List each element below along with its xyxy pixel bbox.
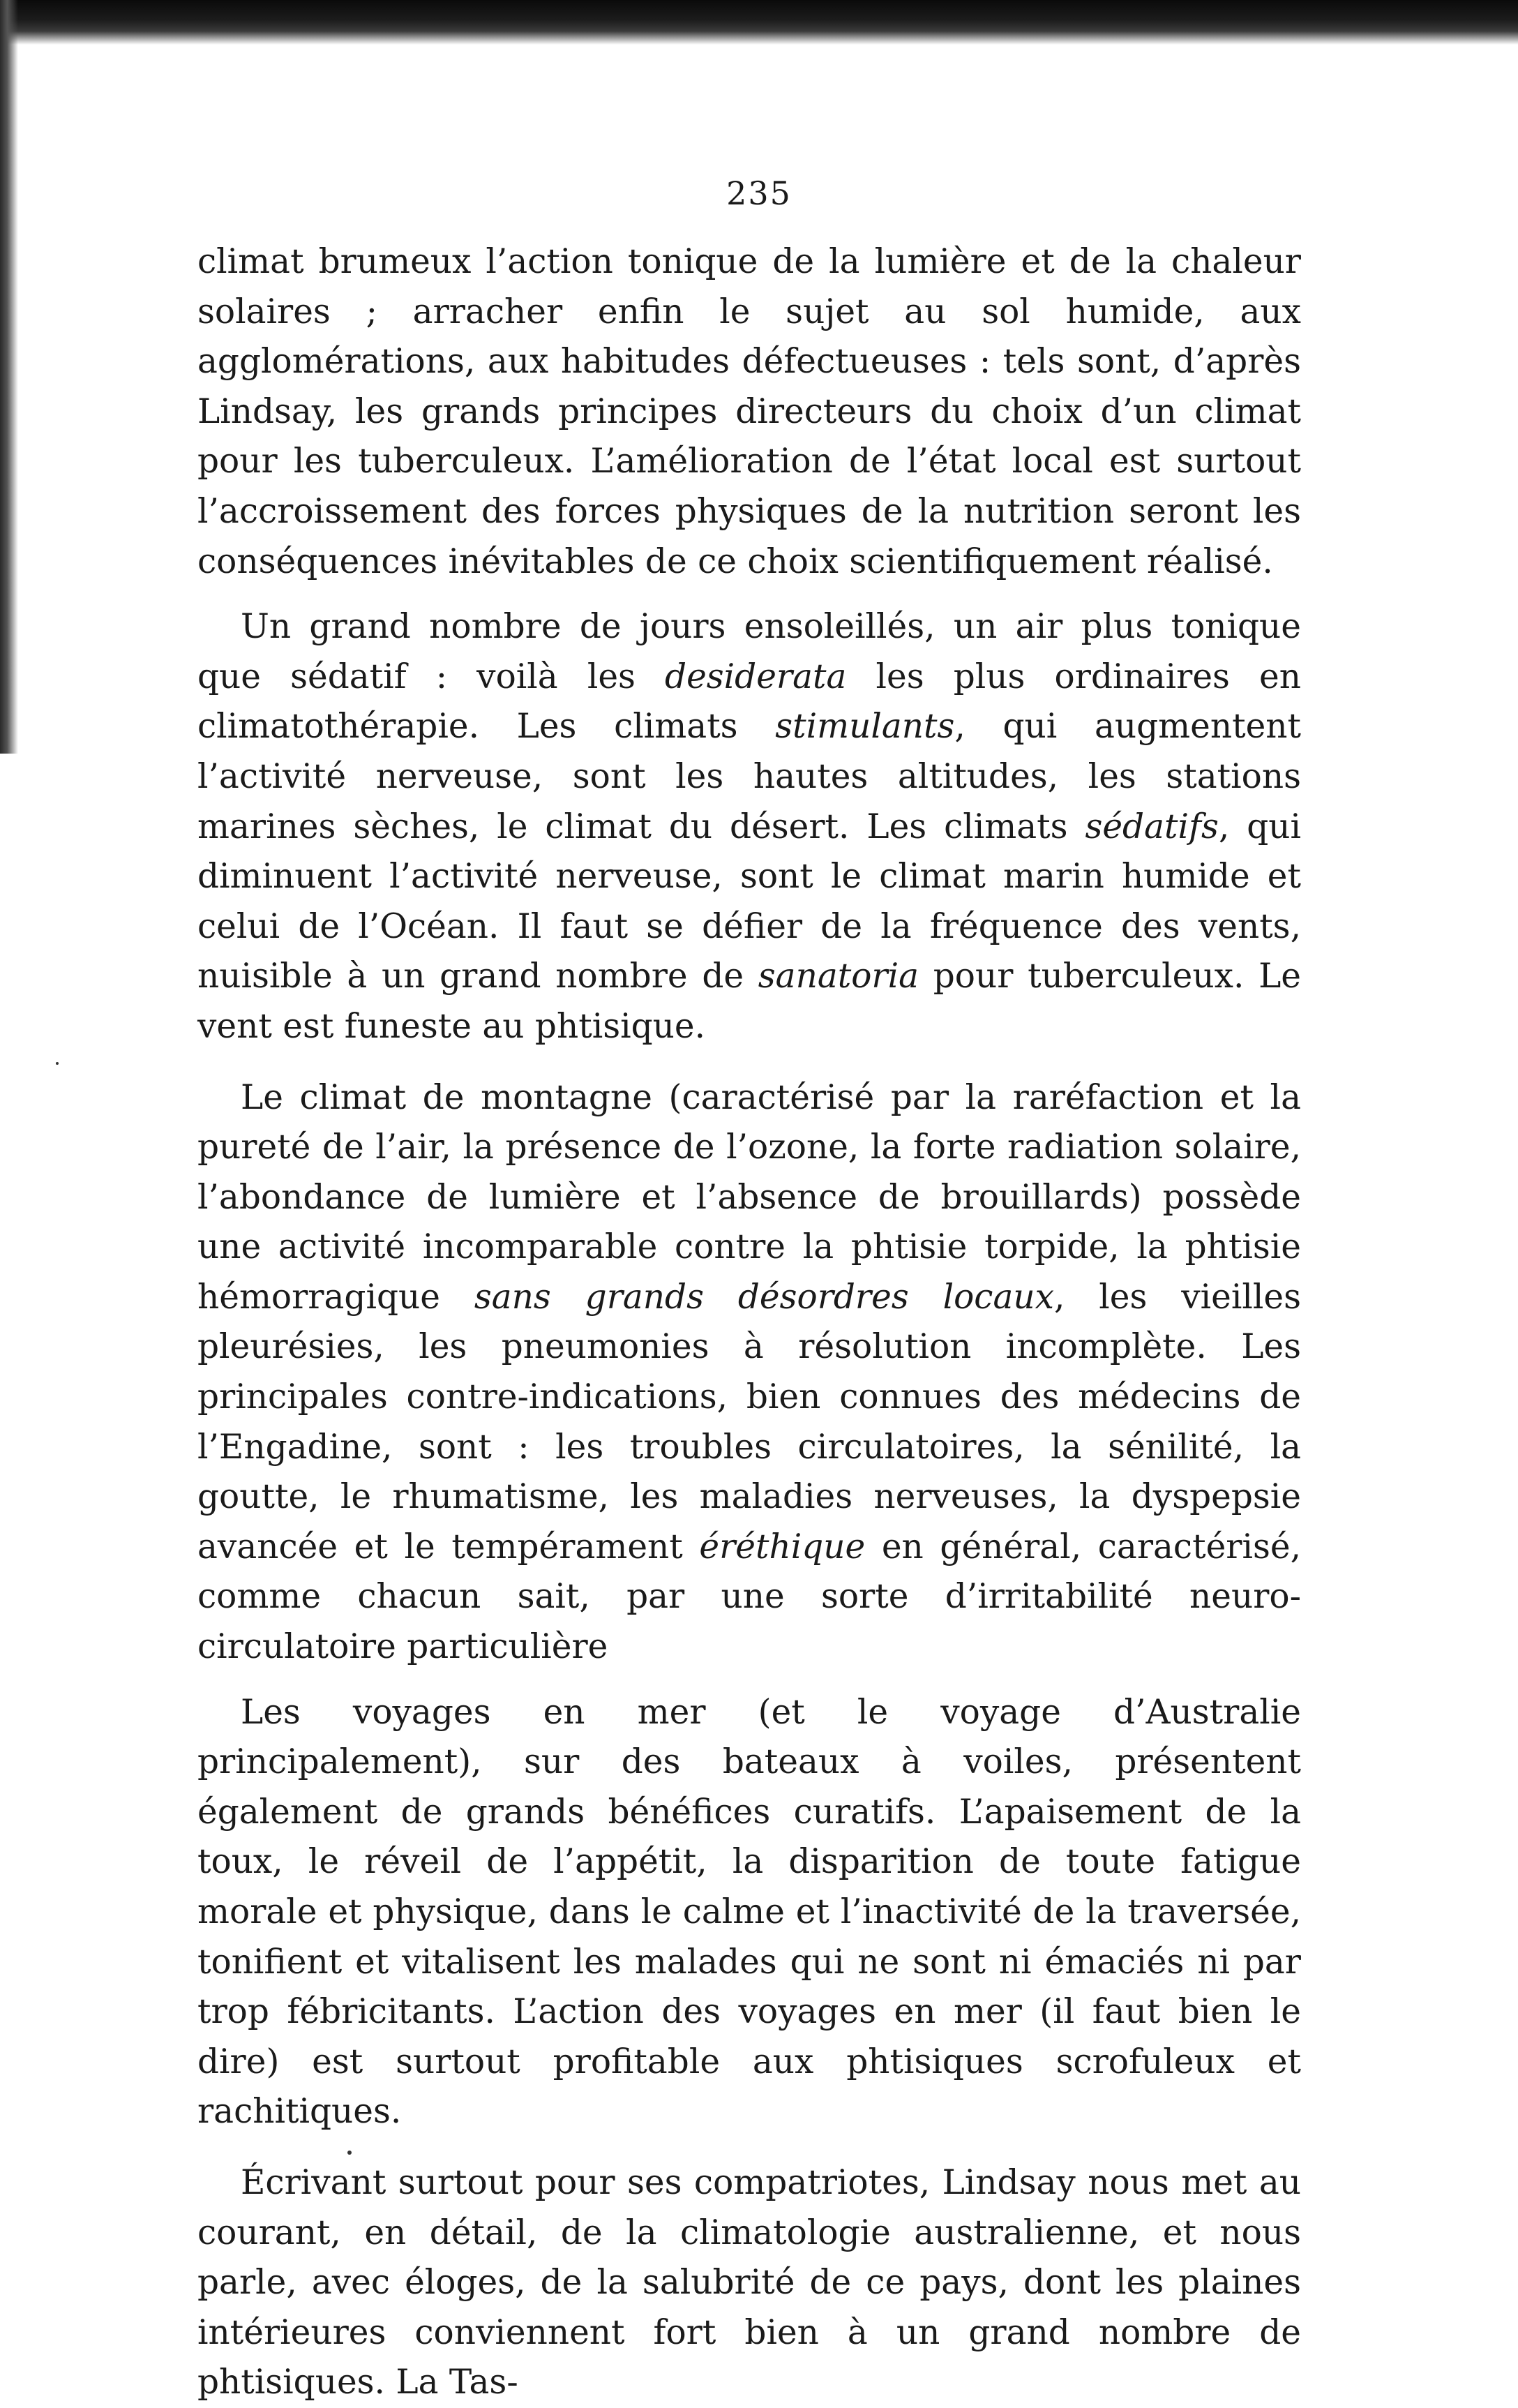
- scan-speck: [347, 2151, 352, 2155]
- page-number: 235: [726, 174, 792, 212]
- scan-border-left: [0, 0, 18, 754]
- italic-text: sédatifs: [1085, 807, 1219, 846]
- text-segment: Un grand nombre de jours ensoleillés, un air plus tonique que sédatif : voilà les: [197, 607, 1301, 696]
- text-segment: climat brumeux l’action tonique de la lumière et de la chaleur solaires ; arracher enfin le sujet au sol humide, aux agglomérations, aux habitudes défectueuses : tels sont, d’après Lindsay, les grands principes directeurs du choix d’un climat pour les tuberculeux. L’amélioration de l’état local est surtout l’accroissement des forces physiques de la nutrition seront les conséquences inévitables de ce choix scientifiquement réalisé.: [197, 242, 1301, 581]
- italic-text: sans grands désordres locaux: [474, 1277, 1054, 1317]
- text-segment: Les voyages en mer (et le voyage d’Australie principalement), sur des bateaux à voiles, présentent également de grands bénéfices curatifs. L’apaisement de la toux, le réveil de l’appétit, la disparition de toute fatigue morale et physique, dans le calme et l’inactivité de la traversée, tonifient et vitalisent les malades qui ne sont ni émaciés ni par trop fébricitants. L’action des voyages en mer (il faut bien le dire) est surtout profitable aux phtisiques scrofuleux et rachitiques.: [197, 1692, 1301, 2132]
- body-text: [197, 237, 1301, 2408]
- text-segment: Le climat de montagne (caractérisé par la raréfaction et la pureté de l’air, la présence de l’ozone, la forte radiation solaire, l’abondance de lumière et l’absence de brouillards) possède une activité incomparable contre la phtisie torpide, la phtisie hémorragique: [197, 1077, 1301, 1317]
- italic-text: éréthique: [699, 1527, 866, 1566]
- text-segment: , qui augmentent l’activité nerveuse, sont les hautes altitudes, les stations marines sèches, le climat du désert. Les climats: [197, 707, 1301, 846]
- paragraph: [197, 1688, 1301, 2137]
- italic-text: sanatoria: [758, 957, 919, 996]
- text-segment: , qui diminuent l’activité nerveuse, sont le climat marin humide et celui de l’Océan. Il faut se défier de la fréquence des vents, nuisible à un grand nombre de: [197, 807, 1301, 996]
- italic-text: desiderata: [665, 657, 847, 696]
- text-segment: Écrivant surtout pour ses compatriotes, Lindsay nous met au courant, en détail, de la climatologie australienne, et nous parle, avec éloges, de la salubrité de ce pays, dont les plaines intérieures conviennent fort bien à un grand nombre de phtisiques. La Tas-: [197, 2162, 1301, 2402]
- paragraph: [197, 2158, 1301, 2408]
- text-segment: , les vieilles pleurésies, les pneumonies à résolution incomplète. Les principales contre-indications, bien connues des médecins de l’Engadine, sont : les troubles circulatoires, la sénilité, la goutte, le rhumatisme, les maladies nerveuses, la dyspepsie avancée et le tempérament: [197, 1277, 1301, 1566]
- text-segment: les plus ordinaires en climatothérapie. Les climats: [197, 657, 1301, 747]
- paragraph: [197, 1073, 1301, 1673]
- text-segment: pour tuberculeux. Le vent est funeste au phtisique.: [197, 957, 1301, 1046]
- paragraph: [197, 602, 1301, 1052]
- paragraph: [197, 237, 1301, 587]
- scan-speck: [56, 1062, 59, 1065]
- italic-text: stimulants: [775, 707, 955, 747]
- scan-border-top: [0, 0, 1518, 45]
- text-segment: en général, caractérisé, comme chacun sait, par une sorte d’irritabilité neuro-circulatoire particulière: [197, 1527, 1301, 1667]
